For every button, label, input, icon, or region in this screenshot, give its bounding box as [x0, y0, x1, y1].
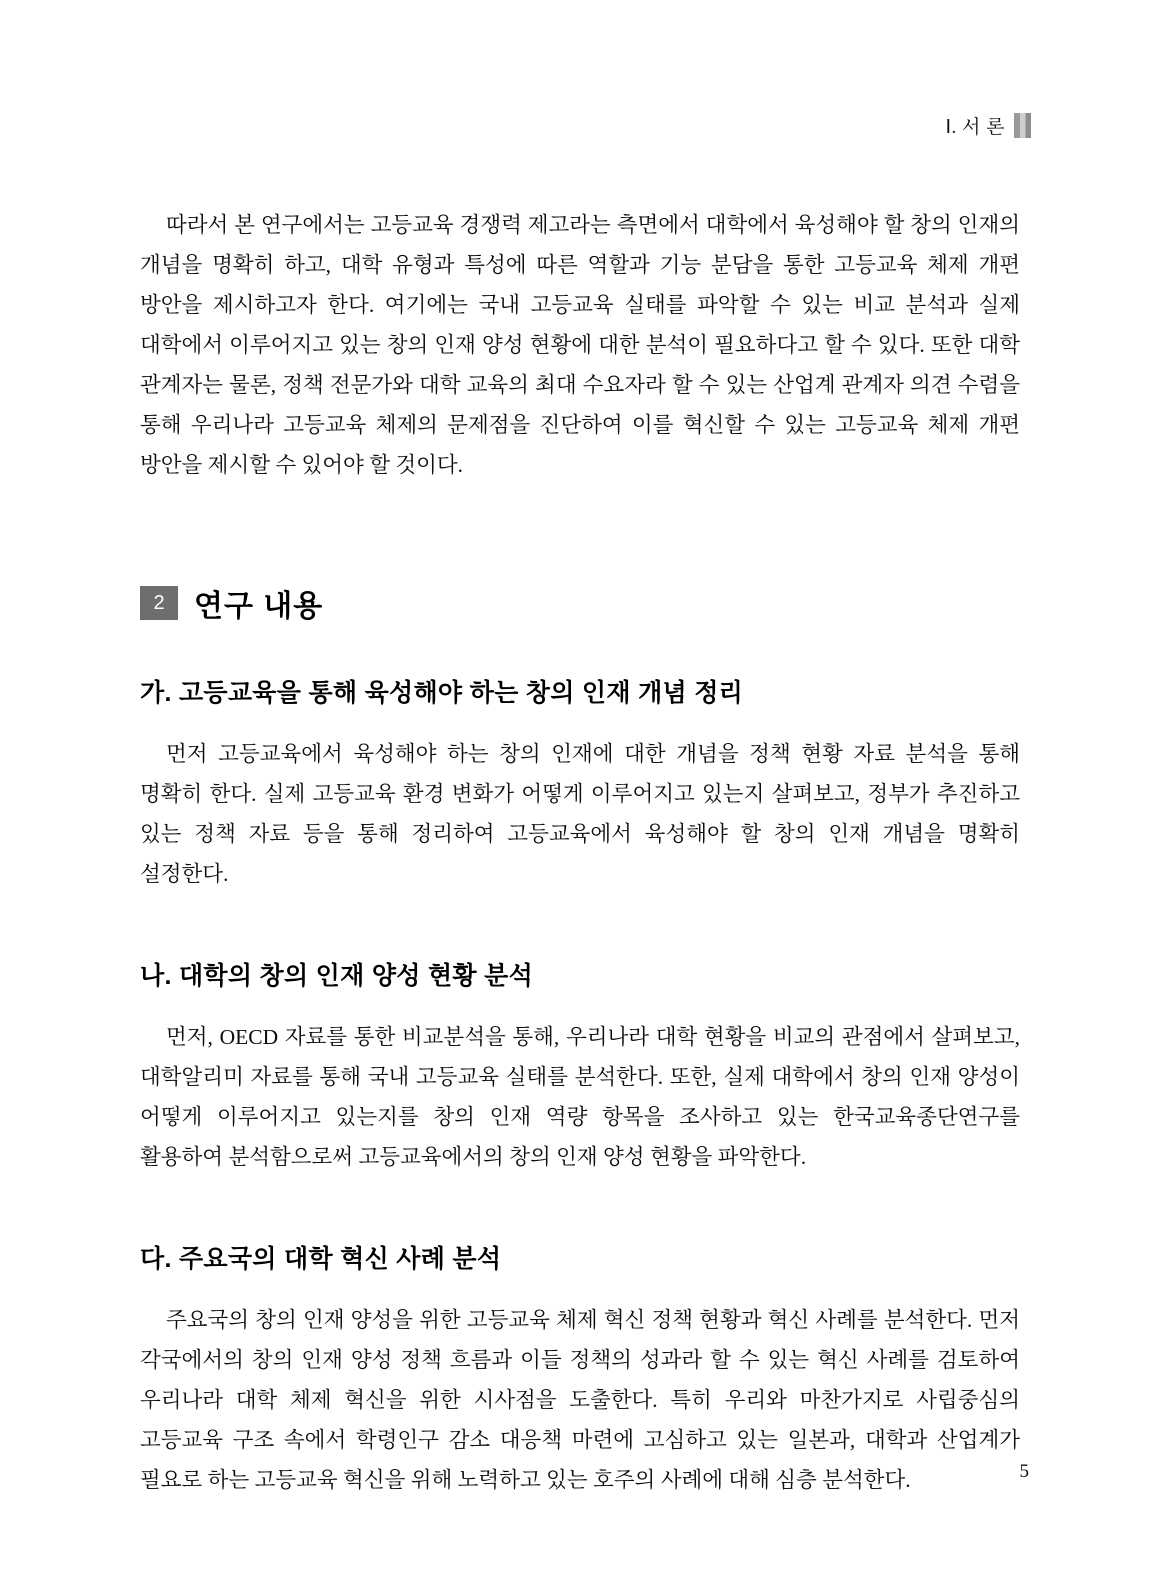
- section-title: 연구 내용: [194, 590, 324, 623]
- subsection-paragraph-da: 주요국의 창의 인재 양성을 위한 고등교육 체제 혁신 정책 현황과 혁신 사례를 분석한다. 먼저 각국에서의 창의 인재 양성 정책 흐름과 이들 정책의 성과라 할 수 있는 혁신 사례를 검토하여 우리나라 대학 체제 혁신을 위한 시사점을 도출한다. 특히 우리와 마찬가지로 사립중심의 고등교육 구조 속에서 학령인구 감소 대응책 마련에 고심하고 있는 일본과, 대학과 산업계가 필요로 하는 고등교육 혁신을 위해 노력하고 있는 호주의 사례에 대해 심층 분석한다.: [140, 1308, 1020, 1492]
- page-content: [140, 205, 1020, 1500]
- intro-paragraph: 따라서 본 연구에서는 고등교육 경쟁력 제고라는 측면에서 대학에서 육성해야 할 창의 인재의 개념을 명확히 하고, 대학 유형과 특성에 따른 역할과 기능 분담을 통한 고등교육 체제 개편 방안을 제시하고자 한다. 여기에는 국내 고등교육 실태를 파악할 수 있는 비교 분석과 실제 대학에서 이루어지고 있는 창의 인재 양성 현황에 대한 분석이 필요하다고 할 수 있다. 또한 대학 관계자는 물론, 정책 전문가와 대학 교육의 최대 수요자라 할 수 있는 산업계 관계자 의견 수렴을 통해 우리나라 고등교육 체제의 문제점을 진단하여 이를 혁신할 수 있는 고등교육 체제 개편 방안을 제시할 수 있어야 할 것이다.: [140, 213, 1020, 477]
- running-head-label: Ⅰ. 서 론: [945, 117, 1005, 138]
- subsection-paragraph-ga: 먼저 고등교육에서 육성해야 하는 창의 인재에 대한 개념을 정책 현황 자료 분석을 통해 명확히 한다. 실제 고등교육 환경 변화가 어떻게 이루어지고 있는지 살펴보고, 정부가 추진하고 있는 정책 자료 등을 통해 정리하여 고등교육에서 육성해야 할 창의 인재 개념을 명확히 설정한다.: [140, 742, 1020, 886]
- running-head: [945, 112, 1031, 139]
- subsection-heading-da: 다. 주요국의 대학 혁신 사례 분석: [140, 1245, 502, 1273]
- subsection-heading-na: 나. 대학의 창의 인재 양성 현황 분석: [140, 962, 534, 990]
- subsection-paragraph-na: 먼저, OECD 자료를 통한 비교분석을 통해, 우리나라 대학 현황을 비교의 관점에서 살펴보고, 대학알리미 자료를 통해 국내 고등교육 실태를 분석한다. 또한, 실제 대학에서 창의 인재 양성이 어떻게 이루어지고 있는지를 창의 인재 역량 항목을 조사하고 있는 한국교육종단연구를 활용하여 분석함으로써 고등교육에서의 창의 인재 양성 현황을 파악한다.: [140, 1025, 1020, 1169]
- page-number: 5: [1019, 1461, 1029, 1482]
- section-number-badge: 2: [140, 586, 178, 620]
- chapter-mark-icon: [1014, 113, 1031, 138]
- subsection-heading-ga: 가. 고등교육을 통해 육성해야 하는 창의 인재 개념 정리: [140, 679, 744, 707]
- section-heading: [140, 581, 1020, 625]
